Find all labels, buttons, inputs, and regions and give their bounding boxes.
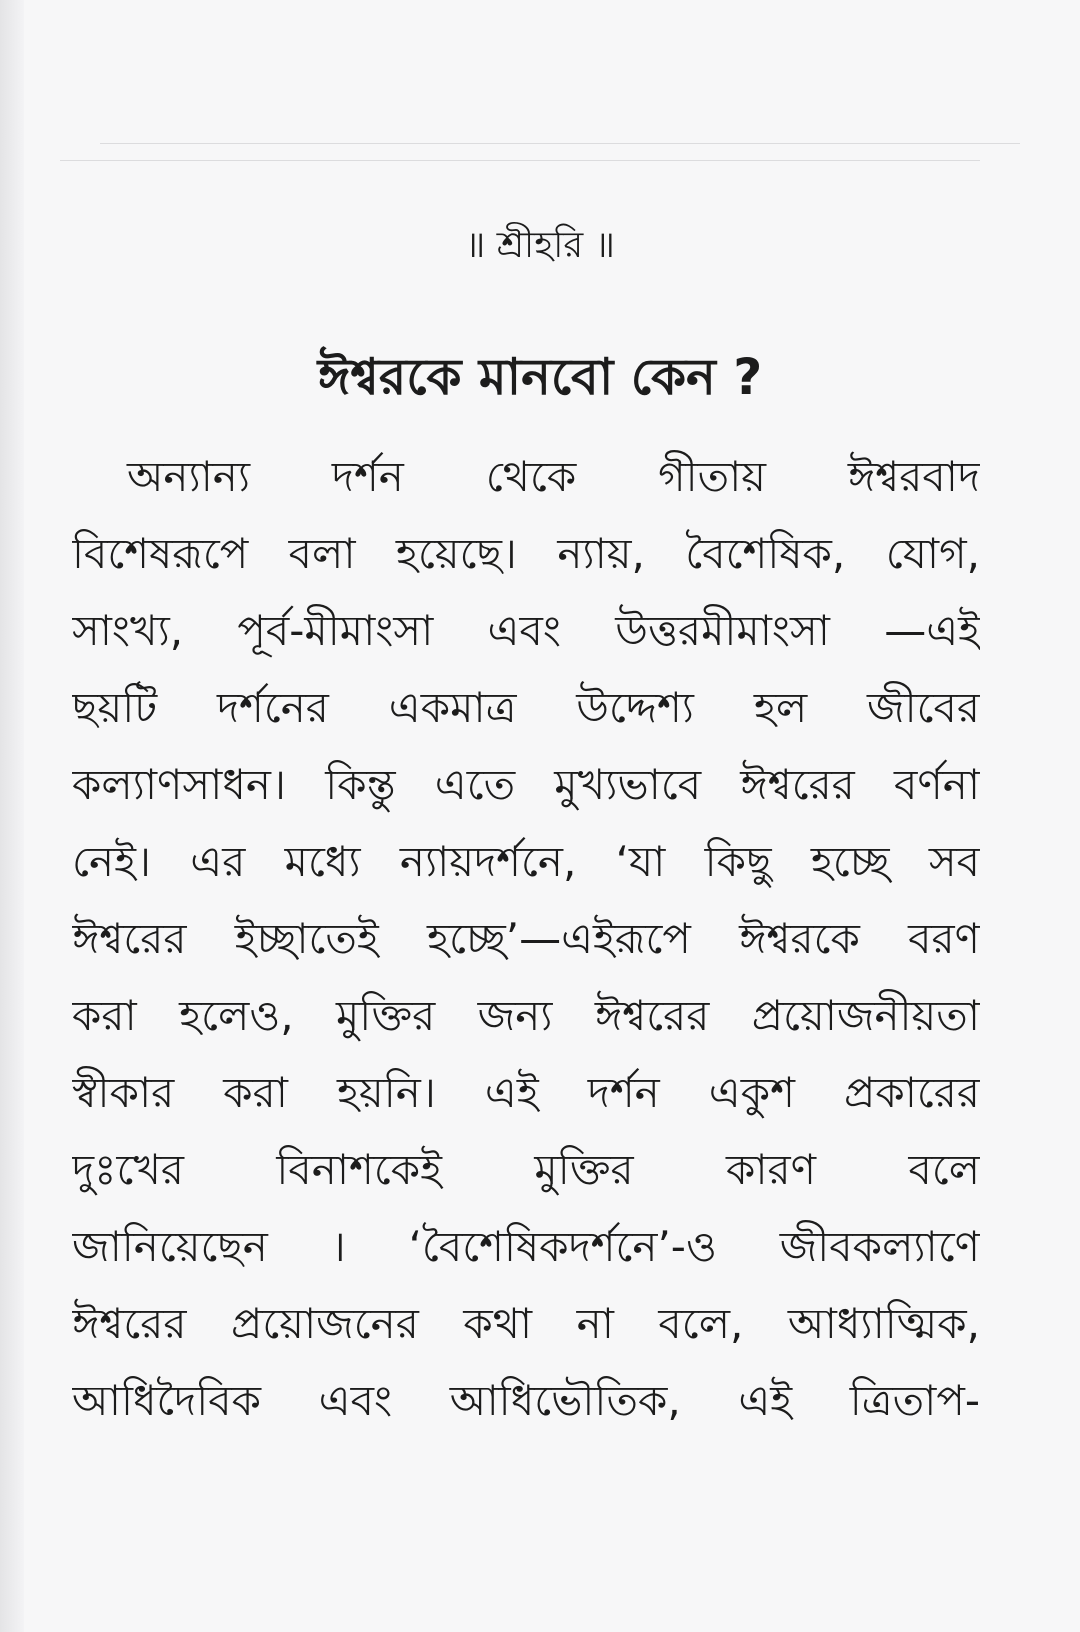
- text-line: ঈশ্বরের ইচ্ছাতেই হচ্ছে’—এইরূপে ঈশ্বরকে বরণ: [72, 914, 980, 963]
- invocation: ॥ শ্রীহরি ॥: [464, 225, 616, 266]
- text-line: ঈশ্বরের প্রয়োজনের কথা না বলে, আধ্যাত্মিক,: [72, 1299, 980, 1348]
- body-text: [72, 438, 980, 1439]
- text-line: নেই। এর মধ্যে ন্যায়দর্শনে, ‘যা কিছু হচ্ছে সব: [72, 837, 980, 886]
- header-rule: [100, 143, 1020, 144]
- text-line: সাংখ্য, পূর্ব-মীমাংসা এবং উত্তরমীমাংসা —এই: [72, 606, 980, 655]
- text-line: অন্যান্য দর্শন থেকে গীতায় ঈশ্বরবাদ: [127, 452, 980, 501]
- text-line: দুঃখের বিনাশকেই মুক্তির কারণ বলে: [72, 1145, 980, 1194]
- text-line: বিশেষরূপে বলা হয়েছে। ন্যায়, বৈশেষিক, যোগ,: [72, 529, 980, 578]
- chapter-title: ঈশ্বরকে মানবো কেন ?: [317, 348, 763, 406]
- text-line: ছয়টি দর্শনের একমাত্র উদ্দেশ্য হল জীবের: [72, 683, 980, 732]
- header-rule: [60, 160, 980, 161]
- text-line: স্বীকার করা হয়নি। এই দর্শন একুশ প্রকারের: [72, 1068, 980, 1117]
- text-line: জানিয়েছেন । ‘বৈশেষিকদর্শনে’-ও জীবকল্যাণে: [72, 1222, 980, 1271]
- text-line: আধিদৈবিক এবং আধিভৌতিক, এই ত্রিতাপ-: [72, 1376, 980, 1425]
- text-line: করা হলেও, মুক্তির জন্য ঈশ্বরের প্রয়োজনীয়তা: [72, 991, 980, 1040]
- text-line: কল্যাণসাধন। কিন্তু এতে মুখ্যভাবে ঈশ্বরের বর্ণনা: [72, 760, 980, 809]
